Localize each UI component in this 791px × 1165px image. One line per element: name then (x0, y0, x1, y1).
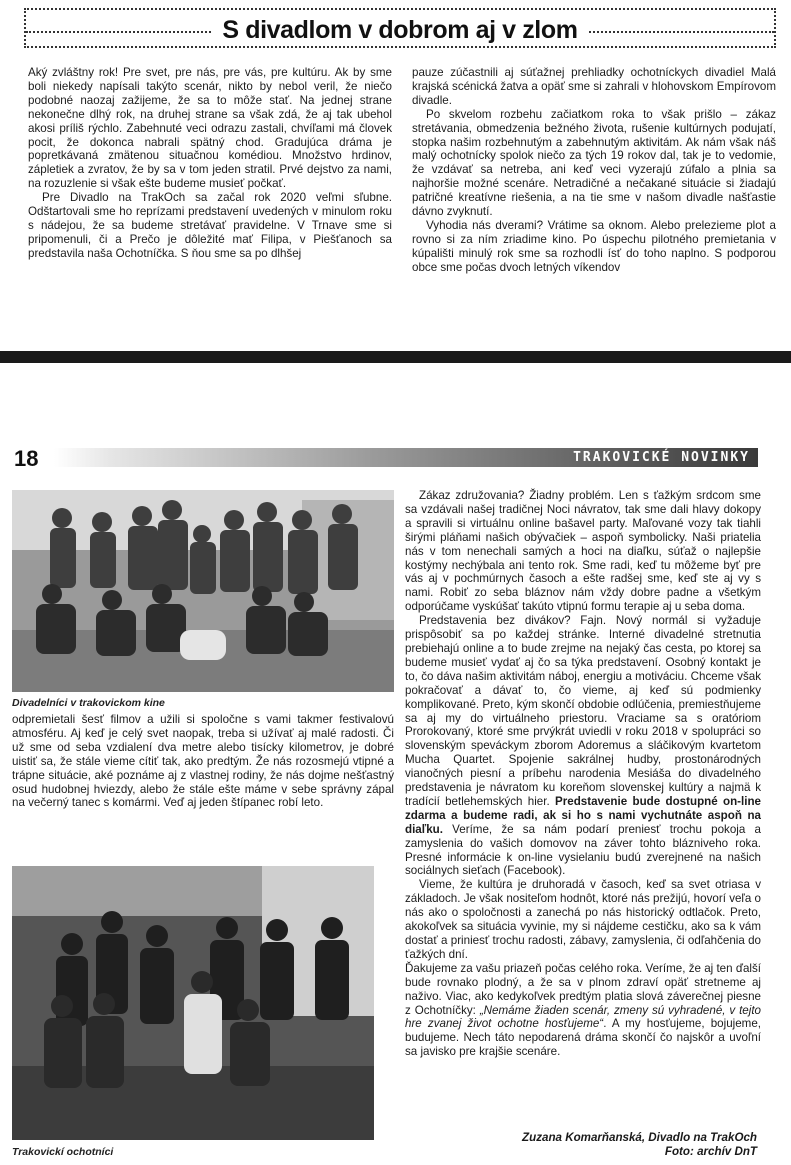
top-left-column (28, 66, 392, 261)
group-photo-actors (12, 866, 374, 1140)
photo-caption: Divadelníci v trakovickom kine (12, 697, 165, 709)
group-photo-cinema (12, 490, 394, 692)
paragraph (405, 614, 761, 878)
paragraph: Vieme, že kultúra je druhoradá v časoch, keď sa svet otriasa v základoch. Je však nositeľom hodnôt, ktoré nás prežijú, hovorí veľa o nás ako o spoločnosti a zanechá po nás historický odtlačok. Preto, akokoľvek sa situácia vyvinie, my si nájdeme cestičku, ako sa k vám dostať a priniesť trochu radosti, zábavy, zamyslenia, či odľahčenia do ťažkých dní. (405, 878, 761, 961)
paragraph: Pre Divadlo na TrakOch sa začal rok 2020 veľmi sľubne. Odštartovali sme ho reprízami predstavení uvedených v minulom roku s nádejou, že sa budeme stretávať pravidelne. V Trnave sme si pripomenuli, či a Prečo je dôležité mať Filipa, v Piešťanoch sa predstavila naša Ochotníčka. S ňou sme sa po dlhšej (28, 191, 392, 260)
page-number: 18 (14, 446, 39, 471)
paragraph: Zákaz združovania? Žiadny problém. Len s ťažkým srdcom sme sa vzdávali našej tradičnej Noci návratov, tak sme dali hlavy dokopy a spravili si virtuálnu online bašavel party. Maľované vozy tak tiahli širými pláňami našich obývačiek – aspoň symbolicky. Naši priatelia nás v tom nenechali samých a hoci na diaľku, súťaž o najlepšie kostýmy nechýbala ani tento rok. Sme radi, keď tu môžeme byť pre vás aj v pochmúrnych časoch a ešte radšej sme, keď ste aj vy s nami. Robiť zo seba bláznov nám vždy dobre padne a všetkým odporúčame vyskúšať takúto vtipnú formu terapie aj u seba doma. (405, 489, 761, 614)
newsletter-brand: TRAKOVICKÉ NOVINKY (573, 450, 750, 465)
song-quote: „Nemáme žiaden scenár, zmeny sú vyhradené, v tejto hre zvanej život ochotne hosťujeme“ (405, 1003, 762, 1031)
photo-caption: Trakovickí ochotníci (12, 1146, 114, 1158)
text-run: . A my hosťujeme, bojujeme, budujeme. Nech táto nepodarená dráma skončí čo najskôr a uvoľní sa javisko pre krajšie scenáre. (405, 1017, 761, 1059)
paragraph: pauze zúčastnili aj súťažnej prehliadky ochotníckych divadiel Malá krajská scénická žatva a opäť sme si zahrali v hlohovskom Empírovom divadle. (412, 66, 776, 107)
bottom-right-column (405, 489, 761, 1059)
section-separator (0, 351, 791, 363)
top-right-column (412, 66, 776, 275)
bottom-left-column (12, 713, 394, 810)
text-run: Veríme, že sa nám podarí preniesť trochu pokoja a zamyslenia do vašich domovov na záver tohto blázniveho roka. Presné informácie k on-line vysielaniu budú zverejnené na našich sociálnych sieťach (Facebook). (405, 822, 761, 878)
paragraph (405, 962, 761, 1059)
text-run: Ďakujeme za vašu priazeň počas celého roka. Veríme, že aj ten ďalší bude rovnako plodný, a že sa v plnom zdraví opäť stretneme aj naživo. Viac, ako kedykoľvek predtým platia slová záverečnej piesne z Ochotníčky: (405, 961, 761, 1017)
highlighted-text: Predstavenie bude dostupné on-line zdarma a budeme radi, ak si ho s nami vychutnáte aspoň na diaľku. (405, 794, 761, 836)
page-header-bar (54, 448, 758, 467)
headline-frame (24, 8, 776, 48)
paragraph: Aký zvláštny rok! Pre svet, pre nás, pre vás, pre kultúru. Ak by sme boli niekedy napísali takýto scenár, nikto by nebol veril, že niečo podobné naozaj zažijeme, že sa to môže stať. Na jednej strane nekonečne dlhý rok, na druhej strane sa však zdá, že aj tak ubehol akosi príliš rýchlo. Zabehnuté veci odrazu zastali, chvíľami má človek pocit, že dokonca nabrali spätný chod. Gradujúca dráma je popretkávaná zmätenou situačnou komédiou. Množstvo hrdinov, zápletiek a zvratov, že by sa v tom jeden stratil. Prvé dejstvo za nami, na rozuzlenie si však ešte budeme musieť počkať. (28, 66, 392, 191)
article-signature (522, 1131, 757, 1159)
paragraph: Po skvelom rozbehu začiatkom roka to však prišlo – zákaz stretávania, obmedzenia bežného života, rušenie kultúrnych podujatí, stopka našim rozbehnutým a zabehnutým aktivitám. Ak nám však náš malý ochotnícky spolok niečo za tých 19 rokov dal, tak je to vedomie, že vzdávať sa netreba, ani keď veci vyzerajú zúfalo a plnia sa najhoršie možné scenáre. Netradičné a nečakané situácie si žiadajú patričné kreatívne riešenia, a na tie sme v našom divadle našťastie dávno zvyknutí. (412, 107, 776, 219)
text-run: Predstavenia bez divákov? Fajn. Nový normál si vyžaduje prispôsobiť sa po každej stránke. Interné divadelné stretnutia prebiehajú online a to bude zrejme na nejaký čas cesta, po ktorej sa budeme musieť vydať aj čo sa týka predstavení. Osobný kontakt je to, čo dáva našim aktivitám náboj, energiu a motiváciu. Chceme však pokračovať a dávať to, čo vieme, aj keď sú podmienky komplikované. Preto, kým skončí obdobie odlúčenia, premiestňujeme sa aj my do virtuálneho priestoru. Vraciame sa s oratóriom Prorokovaný, ktoré sme prvýkrát uviedli v roku 2018 v spolupráci so slovenským speváckym zborom Adoremus a sláčikovým kvartetom Mucha Quartet. Spojenie sakrálnej hudby, prostonárodných vianočných piesní a príbehu narodenia Mesiáša do divadelného predstavenia je návratom ku koreňom slovenskej kultúry a najmä k tradícií betlehemských hier. (405, 614, 761, 808)
paragraph: odpremietali šesť filmov a užili si spoločne s vami takmer festivalovú atmosféru. Aj keď je celý svet naopak, treba si užívať aj malé radosti. Či už sme od seba vzdialení dva metre alebo tisícky kilometrov, je dobré uistiť sa, že stále vieme cítiť tak, ako predtým. Že nás rozosmejú vtipné a trápne situácie, aké poznáme aj z vlastnej rodiny, že nás dojme nešťastný osud hudobnej hviezdy, alebo že stále ešte máme v sebe správny zápal na večerný tanec s komármi. Veď aj jeden štípanec robí leto. (12, 713, 394, 810)
article-headline: S divadlom v dobrom aj v zlom (212, 16, 587, 44)
author-credit: Zuzana Komarňanská, Divadlo na TrakOch (522, 1131, 757, 1144)
photo-credit: Foto: archív DnT (664, 1145, 757, 1158)
paragraph: Vyhodia nás dverami? Vrátime sa oknom. Alebo prelezieme plot a rovno si za ním zriadime kino. Po úspechu pilotného premietania v kúpališti minulý rok sme sa rozhodli ísť do toho naplno. S podporou obce sme počas dvoch letných víkendov (412, 218, 776, 274)
